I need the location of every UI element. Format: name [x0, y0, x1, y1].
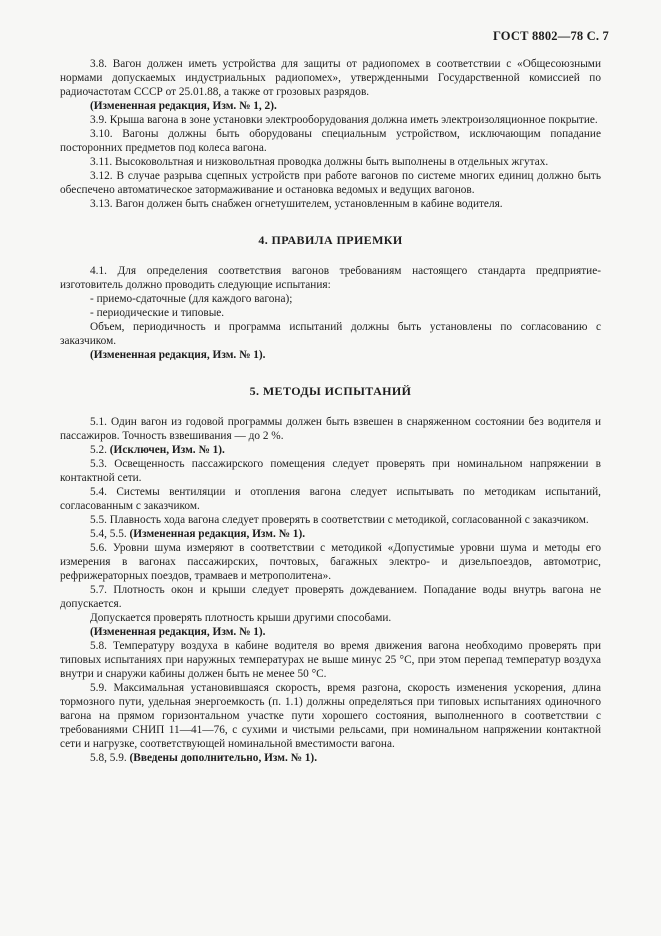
amendment-note: (Измененная редакция, Изм. № 1). [129, 528, 306, 540]
amendment-note: (Измененная редакция, Изм. № 1). [90, 349, 266, 361]
section-4-heading: 4. ПРАВИЛА ПРИЕМКИ [258, 233, 403, 247]
clause-3-10: 3.10. Вагоны должны быть оборудованы специальным устройством, исключающим попадание посторонних предметов под колеса вагона. [60, 128, 601, 154]
clause-5-6: 5.6. Уровни шума измеряют в соответствии с методикой «Допустимые уровни шума и методы его измерения в вагонах пассажирских, почтовых, багажных электро- и дизельпоездов, автомотрис, рефрижераторных поездов, трамваев и метрополитена». [60, 542, 601, 582]
amendment-note: (Измененная редакция, Изм. № 1). [90, 626, 266, 638]
amendment-note: (Введены дополнительно, Изм. № 1). [129, 752, 318, 764]
document-body [60, 57, 601, 765]
clause-3-8: 3.8. Вагон должен иметь устройства для защиты от радиопомех в соответствии с «Общесоюзными нормами допускаемых индустриальных радиопомех», утвержденными Государственной комиссией по радиочастотам СССР от 25.01.88, а также от грозовых разрядов. [60, 58, 601, 98]
clause-5-9: 5.9. Максимальная установившаяся скорость, время разгона, скорость изменения ускорения, длина тормозного пути, удельная энергоемкость (п. 1.1) должны определяться при типовых испытаниях одиночного вагона на прямом горизонтальном участке пути хорошего состояния, выполненного в соответствии с требованиями СНИП 11—41—76, с сухими и чистыми рельсами, при номинальном напряжении контактной сети и нагрузке, соответствующей номинальной вместимости вагона. [60, 682, 601, 750]
clause-5-4: 5.4. Системы вентиляции и отопления вагона следует испытывать по методикам испытаний, согласованным с заказчиком. [60, 486, 601, 512]
list-item: - периодические и типовые. [90, 307, 225, 319]
running-header: ГОСТ 8802—78 С. 7 [492, 29, 609, 43]
section-5-heading: 5. МЕТОДЫ ИСПЫТАНИЙ [249, 384, 412, 398]
clause-5-3: 5.3. Освещенность пассажирского помещения следует проверять при номинальном напряжении в контактной сети. [60, 458, 601, 484]
clause-5-5: 5.5. Плавность хода вагона следует проверять в соответствии с методикой, согласованной с заказчиком. [90, 514, 589, 526]
clause-5-8-9-note [60, 751, 601, 765]
amendment-note: (Измененная редакция, Изм. № 1, 2). [90, 100, 277, 112]
clause-5-1: 5.1. Один вагон из годовой программы должен быть взвешен в снаряженном состоянии без водителя и пассажиров. Точность взвешивания — до 2 %. [60, 416, 601, 442]
clause-4-1-scope: Объем, периодичность и программа испытаний должны быть установлены по согласованию с заказчиком. [60, 321, 601, 347]
clause-4-1: 4.1. Для определения соответствия вагонов требованиям настоящего стандарта предприятие-изготовитель должно проводить следующие испытания: [60, 265, 601, 291]
clause-number: 5.2. [90, 444, 107, 456]
clause-5-7: 5.7. Плотность окон и крыши следует проверять дождеванием. Попадание воды внутрь вагона не допускается. [60, 584, 601, 610]
amendment-note: (Исключен, Изм. № 1). [109, 444, 225, 456]
clause-3-13: 3.13. Вагон должен быть снабжен огнетушителем, установленным в кабине водителя. [90, 198, 503, 210]
clause-3-9: 3.9. Крыша вагона в зоне установки электрооборудования должна иметь электроизоляционное покрытие. [90, 114, 598, 126]
clause-number: 5.4, 5.5. [90, 528, 127, 540]
clause-5-8: 5.8. Температуру воздуха в кабине водителя во время движения вагона необходимо проверять при типовых испытаниях при наружных температурах не выше минус 25 °С, при этом перепад температур воздуха внутри и снаружи кабины должен быть не менее 50 °С. [60, 640, 601, 680]
clause-5-4-5-note [60, 527, 601, 541]
clause-3-12: 3.12. В случае разрыва сцепных устройств при работе вагонов по системе многих единиц должно быть обеспечено автоматическое затормаживание и остановка ведомых и ведущих вагонов. [60, 170, 601, 196]
clause-5-2 [60, 443, 601, 457]
clause-number: 5.8, 5.9. [90, 752, 127, 764]
clause-3-11: 3.11. Высоковольтная и низковольтная проводка должны быть выполнены в отдельных жгутах. [90, 156, 549, 168]
clause-5-7-addition: Допускается проверять плотность крыши другими способами. [90, 612, 392, 624]
list-item: - приемо-сдаточные (для каждого вагона); [90, 293, 293, 305]
